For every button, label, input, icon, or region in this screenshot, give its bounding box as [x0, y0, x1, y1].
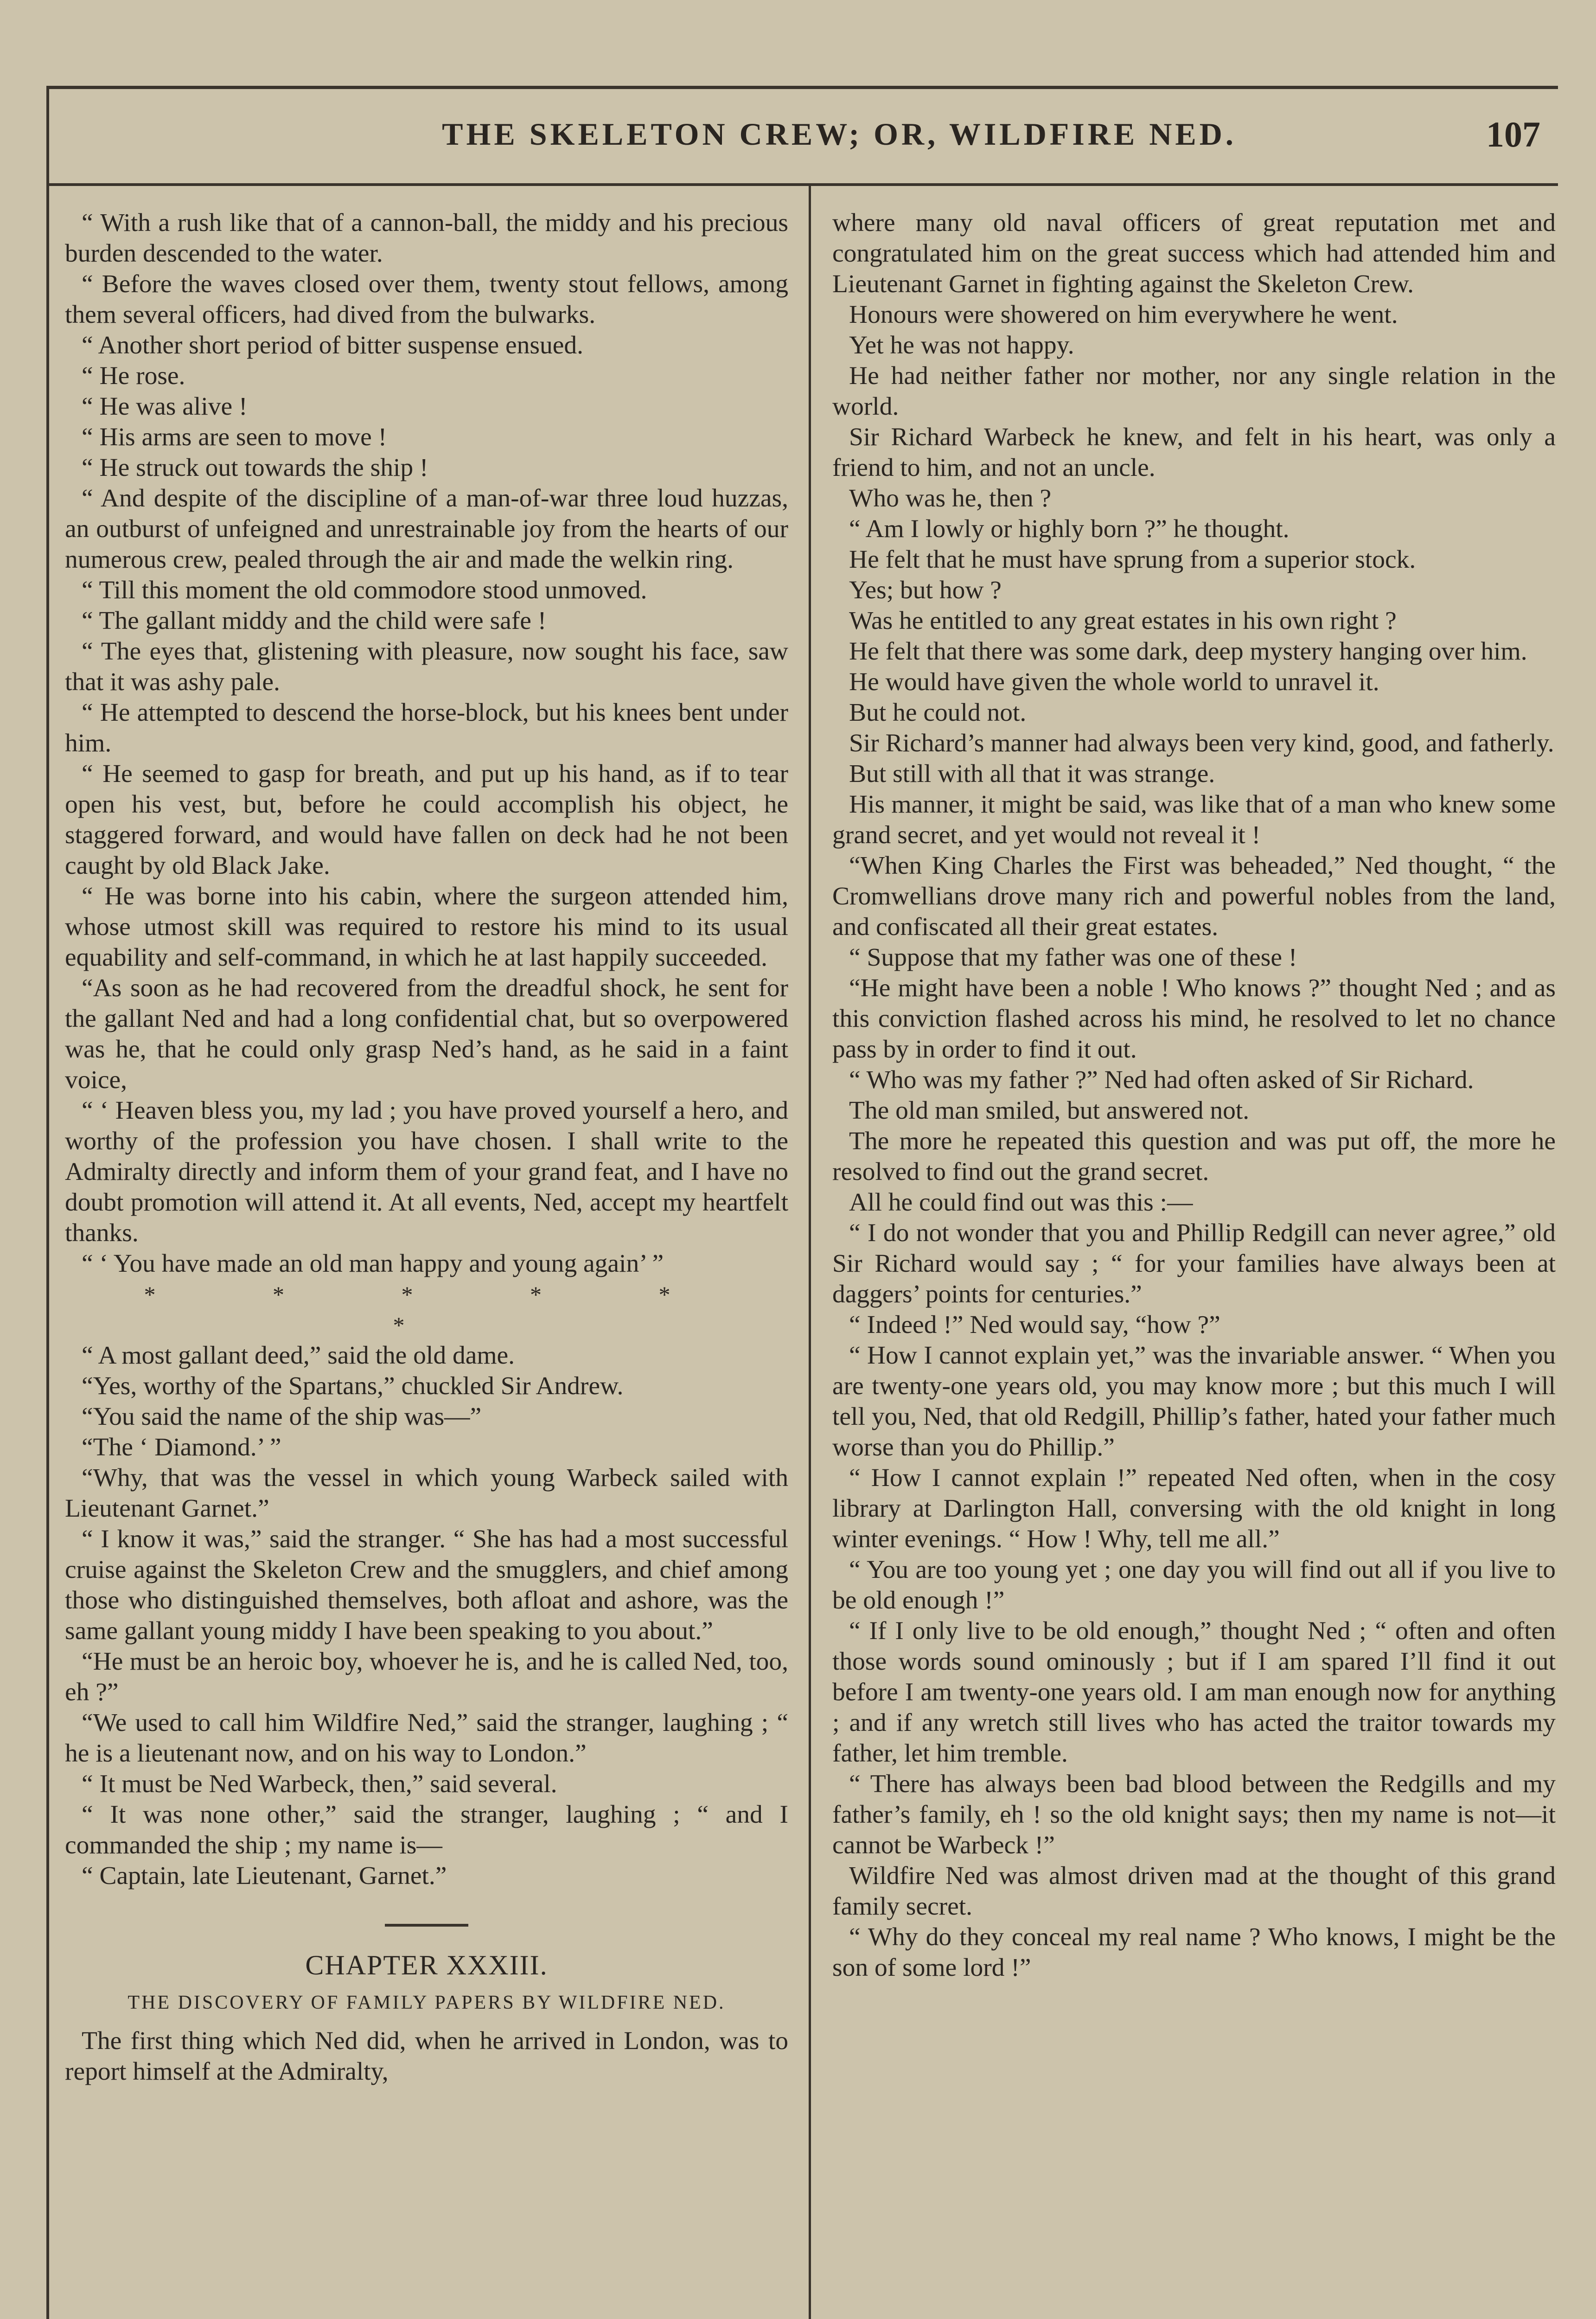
paragraph: But still with all that it was strange.	[849, 760, 1215, 788]
paragraph: The old man smiled, but answered not.	[849, 1096, 1250, 1125]
paragraph: “ Indeed !” Ned would say, “how ?”	[849, 1311, 1220, 1339]
paragraph: “ I do not wonder that you and Phillip Redgill can never agree,” old Sir Richard would say ; “ for your families have always been at daggers’ points for centuries.”	[832, 1219, 1556, 1308]
paragraph: “ The eyes that, glistening with pleasure, now sought his face, saw that it was ashy pale.	[65, 637, 788, 696]
paragraph: “ If I only live to be old enough,” thought Ned ; “ often and often those words sound ominously ; but if I am spared I’ll find it out before I am twenty-one years old. I am man enough now for anything ; and if any wretch still lives who has acted the traitor towards my father, let him tremble.	[832, 1617, 1556, 1768]
section-break-stars: * * * * * *	[144, 1281, 726, 1338]
paragraph: “ The gallant middy and the child were safe !	[82, 607, 547, 635]
paragraph: “ He struck out towards the ship !	[82, 454, 428, 482]
paragraph: “When King Charles the First was beheaded,” Ned thought, “ the Cromwellians drove many rich and powerful nobles from the land, and confiscated all their great estates.	[832, 852, 1556, 941]
paragraph: “He must be an heroic boy, whoever he is, and he is called Ned, too, eh ?”	[65, 1647, 788, 1706]
paragraph: “You said the name of the ship was—”	[82, 1403, 482, 1431]
paragraph: Honours were showered on him everywhere he went.	[849, 301, 1398, 329]
paragraph: “As soon as he had recovered from the dreadful shock, he sent for the gallant Ned and had a long confidential chat, but so overpowered was he, that he could only grasp Ned’s hand, as he said in a faint voice,	[65, 974, 788, 1094]
paragraph: “ A most gallant deed,” said the old dame.	[82, 1341, 515, 1370]
paragraph: “ Am I lowly or highly born ?” he thought.	[849, 515, 1290, 543]
left-border-rule	[46, 86, 49, 2319]
paragraph: “ Who was my father ?” Ned had often asked of Sir Richard.	[849, 1066, 1474, 1094]
paragraph: where many old naval officers of great reputation met and congratulated him on the great success which had attended him and Lieutenant Garnet in fighting against the Skeleton Crew.	[832, 209, 1556, 298]
paragraph: But he could not.	[849, 698, 1027, 727]
left-column	[65, 208, 788, 2087]
paragraph: “ How I cannot explain yet,” was the invariable answer. “ When you are twenty-one years old, you may know more ; but this much I will tell you, Ned, that old Redgill, Phillip’s father, hated your father much worse than you do Phillip.”	[832, 1341, 1556, 1461]
chapter-separator-rule	[385, 1924, 468, 1927]
paragraph: “ Another short period of bitter suspense ensued.	[82, 331, 584, 359]
paragraph: Was he entitled to any great estates in his own right ?	[849, 607, 1397, 635]
running-header-title: THE SKELETON CREW; OR, WILDFIRE NED.	[442, 116, 1237, 152]
paragraph: “ With a rush like that of a cannon-ball, the middy and his precious burden descended to the water.	[65, 209, 788, 268]
paragraph: His manner, it might be said, was like that of a man who knew some grand secret, and yet would not reveal it !	[832, 790, 1556, 849]
paragraph: “Yes, worthy of the Spartans,” chuckled Sir Andrew.	[82, 1372, 624, 1400]
chapter-opening-paragraph: The first thing which Ned did, when he arrived in London, was to report himself at the Admiralty,	[65, 2027, 788, 2086]
right-column	[832, 208, 1556, 1983]
paragraph: Yet he was not happy.	[849, 331, 1074, 359]
paragraph: “Why, that was the vessel in which young Warbeck sailed with Lieutenant Garnet.”	[65, 1464, 788, 1523]
paragraph: “ His arms are seen to move !	[82, 423, 387, 451]
paragraph: “ You are too young yet ; one day you will find out all if you live to be old enough !”	[832, 1556, 1556, 1614]
column-divider-rule	[809, 186, 811, 2319]
paragraph: “ It must be Ned Warbeck, then,” said several.	[82, 1770, 557, 1798]
paragraph: Yes; but how ?	[849, 576, 1002, 604]
paragraph: He felt that he must have sprung from a superior stock.	[849, 545, 1416, 574]
paragraph: “ Captain, late Lieutenant, Garnet.”	[82, 1862, 447, 1890]
paragraph: “He might have been a noble ! Who knows ?” thought Ned ; and as this conviction flashed across his mind, he resolved to let no chance pass by in order to find it out.	[832, 974, 1556, 1063]
paragraph: “ Why do they conceal my real name ? Who knows, I might be the son of some lord !”	[832, 1923, 1556, 1982]
paragraph: Wildfire Ned was almost driven mad at the thought of this grand family secret.	[832, 1862, 1556, 1921]
paragraph: “ ‘ You have made an old man happy and young again’ ”	[82, 1249, 664, 1278]
paragraph: “The ‘ Diamond.’ ”	[82, 1433, 281, 1461]
paragraph: “ Suppose that my father was one of these !	[849, 943, 1297, 972]
paragraph: “ Till this moment the old commodore stood unmoved.	[82, 576, 647, 604]
paragraph: He had neither father nor mother, nor any single relation in the world.	[832, 362, 1556, 421]
chapter-subtitle: THE DISCOVERY OF FAMILY PAPERS BY WILDFIRE NED.	[128, 1992, 726, 2013]
paragraph: “ And despite of the discipline of a man-of-war three loud huzzas, an outburst of unfeigned and unrestrainable joy from the hearts of our numerous crew, pealed through the air and made the welkin ring.	[65, 484, 788, 574]
paragraph: “ He was borne into his cabin, where the surgeon attended him, whose utmost skill was required to restore his mind to its usual equability and self-command, in which he at last happily succeeded.	[65, 882, 788, 972]
paragraph: “ How I cannot explain !” repeated Ned often, when in the cosy library at Darlington Hall, conversing with the old knight in long winter evenings. “ How ! Why, tell me all.”	[832, 1464, 1556, 1553]
paragraph: All he could find out was this :—	[849, 1188, 1193, 1217]
paragraph: Sir Richard’s manner had always been very kind, good, and fatherly.	[849, 729, 1554, 757]
paragraph: “ He attempted to descend the horse-block, but his knees bent under him.	[65, 698, 788, 757]
paragraph: “ There has always been bad blood between the Redgills and my father’s family, eh ! so the old knight says; then my name is not—it cannot be Warbeck !”	[832, 1770, 1556, 1859]
paragraph: “We used to call him Wildfire Ned,” said the stranger, laughing ; “ he is a lieutenant now, and on his way to London.”	[65, 1709, 788, 1768]
paragraph: “ I know it was,” said the stranger. “ She has had a most successful cruise against the Skeleton Crew and the smugglers, and chief among those who distinguished themselves, both afloat and ashore, was the same gallant young middy I have been speaking to you about.”	[65, 1525, 788, 1645]
chapter-heading: CHAPTER XXXIII.	[305, 1950, 548, 1980]
paragraph: “ He rose.	[82, 362, 185, 390]
paragraph: “ He was alive !	[82, 392, 248, 421]
paragraph: “ He seemed to gasp for breath, and put up his hand, as if to tear open his vest, but, before he could accomplish his object, he staggered forward, and would have fallen on deck had he not been caught by old Black Jake.	[65, 760, 788, 880]
paragraph: He felt that there was some dark, deep mystery hanging over him.	[849, 637, 1527, 666]
paragraph: “ It was none other,” said the stranger, laughing ; “ and I commanded the ship ; my name is—	[65, 1800, 788, 1859]
page-number: 107	[1486, 114, 1540, 154]
header-underline-rule	[46, 183, 1558, 186]
paragraph: Who was he, then ?	[849, 484, 1052, 512]
paragraph: “ Before the waves closed over them, twenty stout fellows, among them several officers, had dived from the bulwarks.	[65, 270, 788, 329]
top-border-rule	[46, 86, 1558, 89]
paragraph: “ ‘ Heaven bless you, my lad ; you have proved yourself a hero, and worthy of the profession you have chosen. I shall write to the Admiralty directly and inform them of your grand feat, and I have no doubt promotion will attend it. At all events, Ned, accept my heartfelt thanks.	[65, 1096, 788, 1247]
paragraph: He would have given the whole world to unravel it.	[849, 668, 1379, 696]
paragraph: Sir Richard Warbeck he knew, and felt in his heart, was only a friend to him, and not an uncle.	[832, 423, 1556, 482]
paragraph: The more he repeated this question and was put off, the more he resolved to find out the grand secret.	[832, 1127, 1556, 1186]
